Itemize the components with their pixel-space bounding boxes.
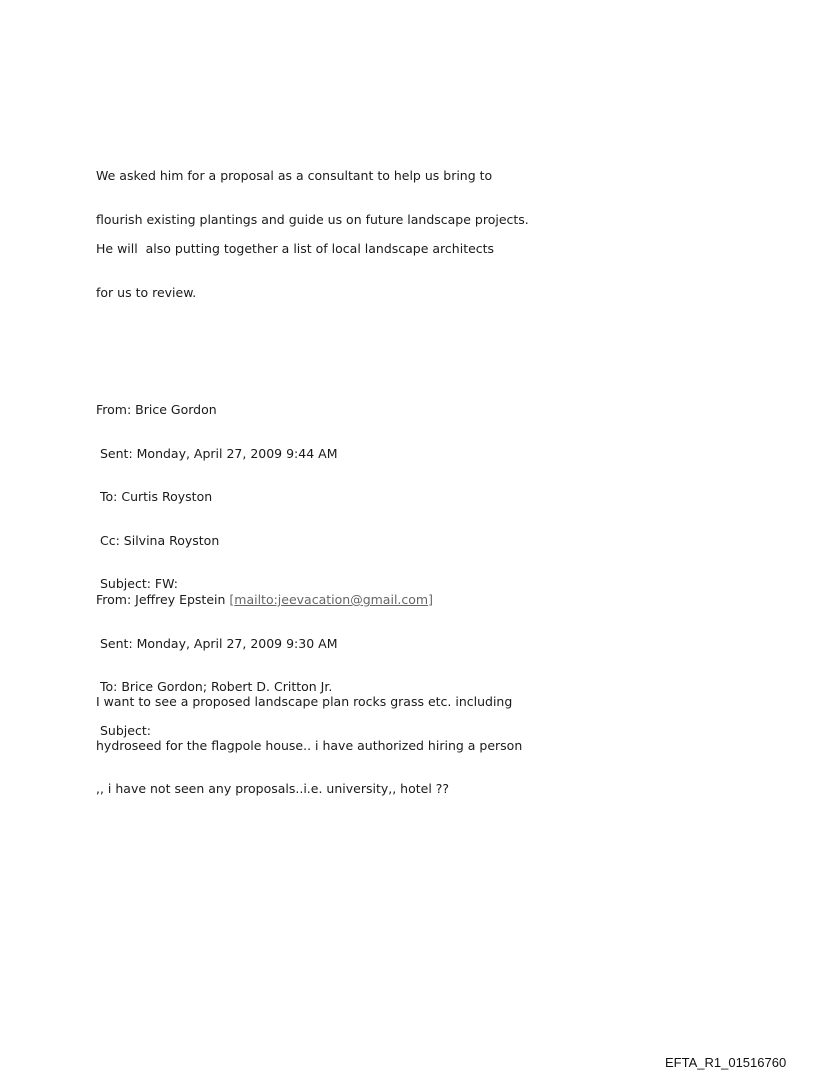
paragraph-landscape-architects (96, 213, 494, 315)
header-to: To: Curtis Royston (100, 489, 213, 504)
paragraph-line: hydroseed for the flagpole house.. i have authorized hiring a person (96, 737, 523, 753)
header-sent: Sent: Monday, April 27, 2009 9:44 AM (100, 445, 338, 461)
paragraph-line: for us to review. (96, 284, 197, 300)
paragraph-line: He will also putting together a list of local landscape architects (96, 241, 495, 256)
mailto-bracket-open: [ (229, 592, 235, 607)
paragraph-line: We asked him for a proposal as a consultant to help us bring to (96, 168, 493, 183)
header-subject: Subject: FW: (100, 576, 178, 591)
paragraph-line: flourish existing plantings and guide us on future landscape projects. (96, 211, 529, 227)
header-subject: Subject: (100, 722, 151, 738)
mailto-bracket-close: ] (428, 592, 433, 607)
header-from (96, 593, 433, 608)
header-cc: Cc: Silvina Royston (100, 532, 220, 548)
header-to: To: Brice Gordon; Robert D. Critton Jr. (100, 679, 333, 694)
header-from: From: Brice Gordon (96, 402, 217, 417)
paragraph-line: ,, i have not seen any proposals..i.e. university,, hotel ?? (96, 781, 450, 796)
document-id: EFTA_R1_01516760 (665, 1055, 787, 1070)
paragraph-landscape-plan-request (96, 666, 522, 811)
header-sent: Sent: Monday, April 27, 2009 9:30 AM (100, 635, 338, 651)
paragraph-line: I want to see a proposed landscape plan rocks grass etc. including (96, 694, 513, 709)
header-from-name: From: Jeffrey Epstein (96, 592, 230, 607)
mailto-link[interactable]: mailto:jeevacation@gmail.com (234, 592, 429, 607)
